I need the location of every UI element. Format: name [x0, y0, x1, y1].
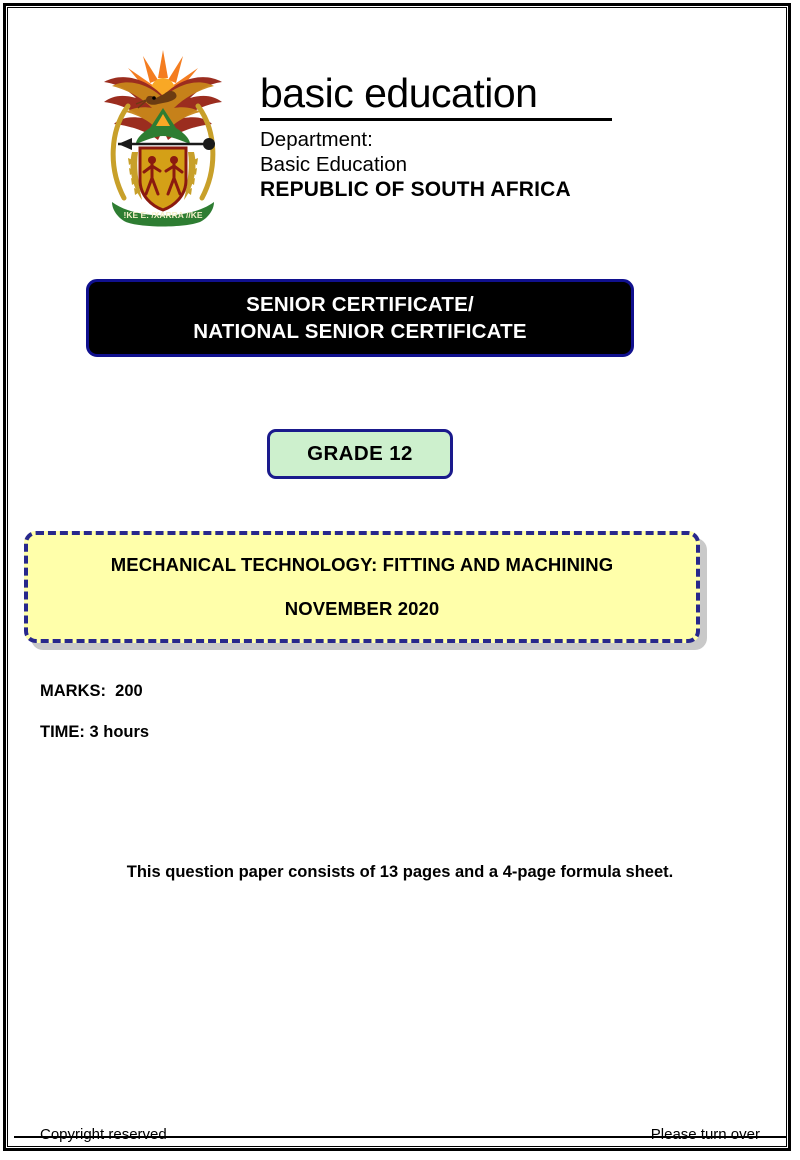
- brand-block: [260, 44, 628, 202]
- exam-date: NOVEMBER 2020: [284, 598, 440, 619]
- subject-title: MECHANICAL TECHNOLOGY: FITTING AND MACHINING: [110, 554, 614, 575]
- country-name: REPUBLIC OF SOUTH AFRICA: [260, 178, 571, 201]
- footer: [40, 1126, 760, 1143]
- coat-of-arms-motto: !KE E: /XARRA //KE: [123, 210, 203, 220]
- grade-banner: [267, 429, 453, 479]
- masthead: [88, 44, 628, 242]
- copyright-notice: Copyright reserved: [40, 1126, 167, 1143]
- brand-divider: [260, 118, 612, 121]
- time-line: TIME: 3 hours: [40, 723, 150, 741]
- page-count-note: This question paper consists of 13 pages and a 4-page formula sheet.: [126, 863, 674, 881]
- turn-over-notice: Please turn over: [650, 1126, 760, 1143]
- brand-title: basic education: [260, 70, 538, 116]
- certificate-line-2: NATIONAL SENIOR CERTIFICATE: [193, 320, 527, 343]
- certificate-banner: [86, 279, 634, 357]
- subject-banner: [24, 531, 700, 643]
- south-african-coat-of-arms-icon: [88, 44, 238, 234]
- grade-label: GRADE 12: [307, 442, 413, 465]
- department-name: Basic Education: [260, 152, 408, 176]
- marks-line: MARKS: 200: [40, 682, 143, 700]
- subject-banner-body: [24, 531, 700, 643]
- certificate-line-1: SENIOR CERTIFICATE/: [246, 293, 474, 316]
- department-label: Department:: [260, 128, 373, 151]
